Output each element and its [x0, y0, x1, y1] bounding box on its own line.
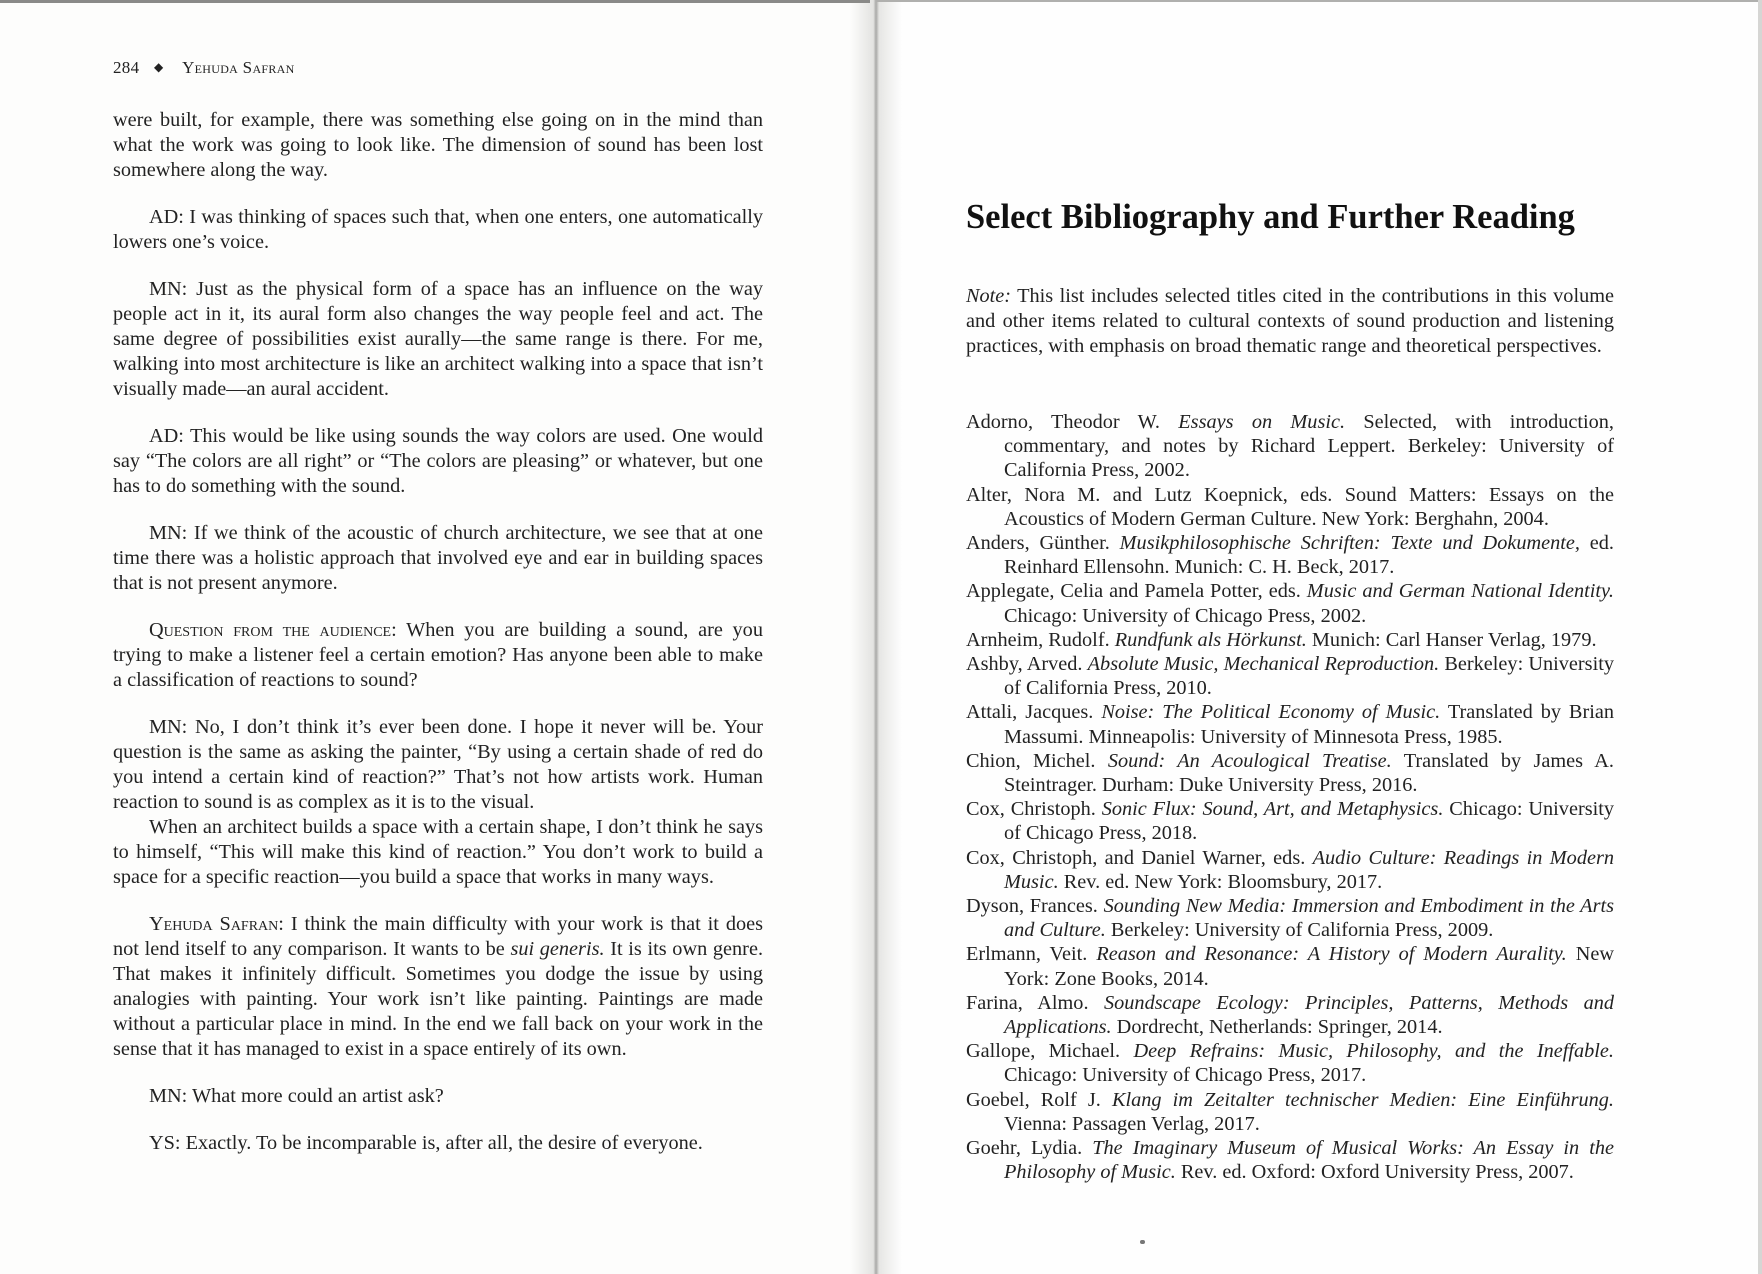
entry-author: Adorno, Theodor W.	[966, 411, 1179, 433]
paragraph-text: AD: I was thinking of spaces such that, when one enters, one automatically lowers one’s voice.	[113, 206, 763, 253]
entry-title: Soundscape Ecology: Principles, Patterns, Methods and Applications.	[1004, 991, 1614, 1039]
bibliography-entry	[966, 579, 1614, 627]
print-speck	[1140, 1240, 1145, 1244]
entry-title: Noise: The Political Economy of Music.	[1101, 701, 1441, 724]
bibliography-entry	[966, 628, 1614, 652]
entry-author: Erlmann, Veit.	[966, 943, 1097, 966]
entry-details: Munich: Carl Hanser Verlag, 1979.	[1306, 628, 1597, 651]
entry-details: Translated by James A. Steintrager. Durham: Duke University Press, 2016.	[1004, 749, 1614, 797]
entry-details: ed. Reinhard Ellensohn. Munich: C. H. Beck, 2017.	[1004, 532, 1614, 579]
paragraph	[113, 205, 763, 255]
entry-title: Reason and Resonance: A History of Modern Aurality.	[1096, 943, 1567, 966]
bibliography-list	[966, 410, 1614, 1185]
entry-author: Gallope, Michael.	[966, 1040, 1134, 1063]
entry-title: The Imaginary Museum of Musical Works: An Essay in the Philosophy of Music.	[1004, 1137, 1615, 1184]
entry-author: Anders, Günther.	[966, 532, 1120, 555]
paragraph	[113, 108, 763, 183]
paragraph	[113, 815, 763, 890]
paragraph-text: It is its own genre. That makes it infinitely difficult. Sometimes you dodge the issue by using analogies with painting. Your work isn’t like painting. Paintings are made without a particular place in mind. In the end we fall back on your work in the sense that it has managed to exist in a space entirely of its own.	[113, 938, 764, 1060]
entry-author: Arnheim, Rudolf.	[966, 628, 1115, 651]
entry-title: Sounding New Media: Immersion and Embodiment in the Arts and Culture.	[1004, 895, 1614, 942]
paragraph-text: When you are building a sound, are you trying to make a listener feel a certain emotion? Has anyone been able to make a classification of reactions to sound?	[113, 619, 763, 691]
bibliography-title: Select Bibliography and Further Reading	[966, 198, 1575, 236]
entry-title: Essays on Music.	[1178, 411, 1346, 433]
bibliography-entry	[966, 410, 1614, 483]
paragraph	[113, 618, 763, 693]
bibliography-entry	[966, 1039, 1614, 1087]
bibliography-entry	[966, 894, 1614, 942]
paragraph-text: MN: If we think of the acoustic of church architecture, we see that at one time there was a holistic approach that involved eye and ear in building spaces that is not present anymore.	[113, 522, 763, 594]
paragraph-text: I think the main difficulty with your work is that it does not lend itself to any comparison. It wants to be	[113, 913, 763, 960]
paragraph	[113, 277, 763, 402]
paragraph	[113, 1084, 763, 1109]
page-top-edge-right	[876, 0, 1762, 2]
paragraph-text: MN: No, I don’t think it’s ever been done. I hope it never will be. Your question is the same as asking the painter, “By using a certain shade of red do you intend a certain kind of reaction?” That’s not how artists work. Human reaction to sound is as complex as it is to the visual.	[113, 716, 763, 813]
running-head	[113, 58, 295, 78]
bibliography-note	[966, 284, 1614, 359]
paragraph-text: MN: Just as the physical form of a space has an influence on the way people act in it, its aural form also changes the way people feel and act. The same degree of possibilities exist aurally—the same range is there. For me, walking into most architecture is like an architect walking into a space that isn’t visually made—an aural accident.	[113, 278, 763, 400]
entry-title: Rundfunk als Hörkunst.	[1114, 628, 1307, 651]
entry-title: Musikphilosophische Schriften: Texte und Dokumente,	[1119, 532, 1580, 555]
entry-details: Selected, with introduction, commentary, and notes by Richard Leppert. Berkeley: University of California Press, 2002.	[1004, 411, 1615, 482]
entry-details: Chicago: University of Chicago Press, 2018.	[1004, 798, 1614, 845]
entry-author: Chion, Michel.	[966, 749, 1108, 772]
paragraph-text: AD: This would be like using sounds the way colors are used. One would say “The colors are all right” or “The colors are pleasing” or whatever, but one has to do something with the sound.	[113, 425, 763, 497]
entry-details: Rev. ed. New York: Bloomsbury, 2017.	[1058, 870, 1383, 893]
book-gutter	[850, 0, 902, 1274]
paragraph	[113, 715, 763, 815]
entry-details: Chicago: University of Chicago Press, 2017.	[1004, 1064, 1367, 1087]
italic-term: sui generis.	[510, 938, 605, 960]
bibliography-entry	[966, 652, 1614, 700]
page-number: 284	[113, 58, 140, 77]
bibliography-entry	[966, 797, 1614, 845]
entry-details: Translated by Brian Massumi. Minneapolis: University of Minnesota Press, 1985.	[1004, 701, 1614, 748]
entry-details: Dordrecht, Netherlands: Springer, 2014.	[1111, 1016, 1443, 1039]
bibliography-entry	[966, 846, 1614, 894]
bibliography-entry	[966, 531, 1614, 579]
paragraph	[113, 424, 763, 499]
entry-author: Dyson, Frances.	[966, 895, 1104, 918]
bibliography-entry	[966, 991, 1614, 1039]
bibliography-entry	[966, 483, 1614, 531]
entry-author: Cox, Christoph.	[966, 798, 1102, 821]
paragraph-text: When an architect builds a space with a certain shape, I don’t think he says to himself, “This will make this kind of reaction.” You don’t work to build a space for a specific reaction—you build a space that works in many ways.	[113, 816, 763, 888]
speaker-label: Yehuda Safran:	[149, 913, 284, 935]
entry-author: Goebel, Rolf J.	[966, 1088, 1112, 1111]
diamond-icon: ◆	[153, 60, 164, 74]
entry-details: Rev. ed. Oxford: Oxford University Press, 2007.	[1175, 1161, 1574, 1184]
entry-title: Klang im Zeitalter technischer Medien: Eine Einführung.	[1111, 1088, 1614, 1111]
entry-details: Vienna: Passagen Verlag, 2017.	[1004, 1112, 1260, 1135]
page-right-edge	[1758, 0, 1762, 1274]
entry-details: Berkeley: University of California Press, 2010.	[1004, 653, 1614, 700]
entry-title: Music and German National Identity.	[1306, 580, 1614, 603]
entry-title: Sonic Flux: Sound, Art, and Metaphysics.	[1101, 798, 1444, 821]
entry-title: Audio Culture: Readings in Modern Music.	[1004, 846, 1614, 893]
paragraph	[113, 1131, 763, 1156]
entry-author: Attali, Jacques.	[966, 701, 1102, 724]
entry-details: New York: Zone Books, 2014.	[1004, 943, 1614, 990]
page-top-edge	[0, 0, 870, 3]
entry-title: Sound: An Acoulogical Treatise.	[1107, 749, 1392, 772]
entry-author: Farina, Almo.	[966, 991, 1104, 1014]
bibliography-entry	[966, 1088, 1614, 1136]
bibliography-entry	[966, 700, 1614, 748]
interview-text	[113, 108, 763, 1178]
entry-details: Berkeley: University of California Press, 2009.	[1105, 919, 1494, 942]
bibliography-entry	[966, 749, 1614, 797]
entry-author: Goehr, Lydia.	[966, 1137, 1093, 1160]
paragraph-text: were built, for example, there was something else going on in the mind than what the work was going to look like. The dimension of sound has been lost somewhere along the way.	[113, 109, 763, 181]
running-head-author: Yehuda Safran	[182, 58, 295, 77]
paragraph-text: MN: What more could an artist ask?	[149, 1085, 444, 1107]
paragraph	[113, 912, 763, 1062]
bibliography-entry	[966, 1136, 1614, 1184]
note-text: This list includes selected titles cited in the contributions in this volume and other items related to cultural contexts of sound production and listening practices, with emphasis on broad thematic range and theoretical perspectives.	[966, 285, 1614, 357]
entry-author: Alter, Nora M. and Lutz Koepnick, eds.	[966, 483, 1345, 506]
entry-details: Sound Matters: Essays on the Acoustics of Modern German Culture. New York: Berghahn, 2004.	[1004, 483, 1614, 530]
entry-author: Applegate, Celia and Pamela Potter, eds.	[966, 580, 1307, 603]
entry-title: Absolute Music, Mechanical Reproduction.	[1087, 653, 1440, 676]
bibliography-entry	[966, 942, 1614, 990]
note-lead: Note:	[966, 285, 1012, 307]
entry-author: Cox, Christoph, and Daniel Warner, eds.	[966, 846, 1313, 869]
entry-title: Deep Refrains: Music, Philosophy, and the Ineffable.	[1133, 1040, 1615, 1063]
paragraph	[113, 521, 763, 596]
paragraph-text: YS: Exactly. To be incomparable is, after all, the desire of everyone.	[149, 1132, 703, 1154]
entry-details: Chicago: University of Chicago Press, 2002.	[1004, 604, 1367, 627]
speaker-label: Question from the audience:	[149, 619, 397, 641]
entry-author: Ashby, Arved.	[966, 653, 1088, 676]
